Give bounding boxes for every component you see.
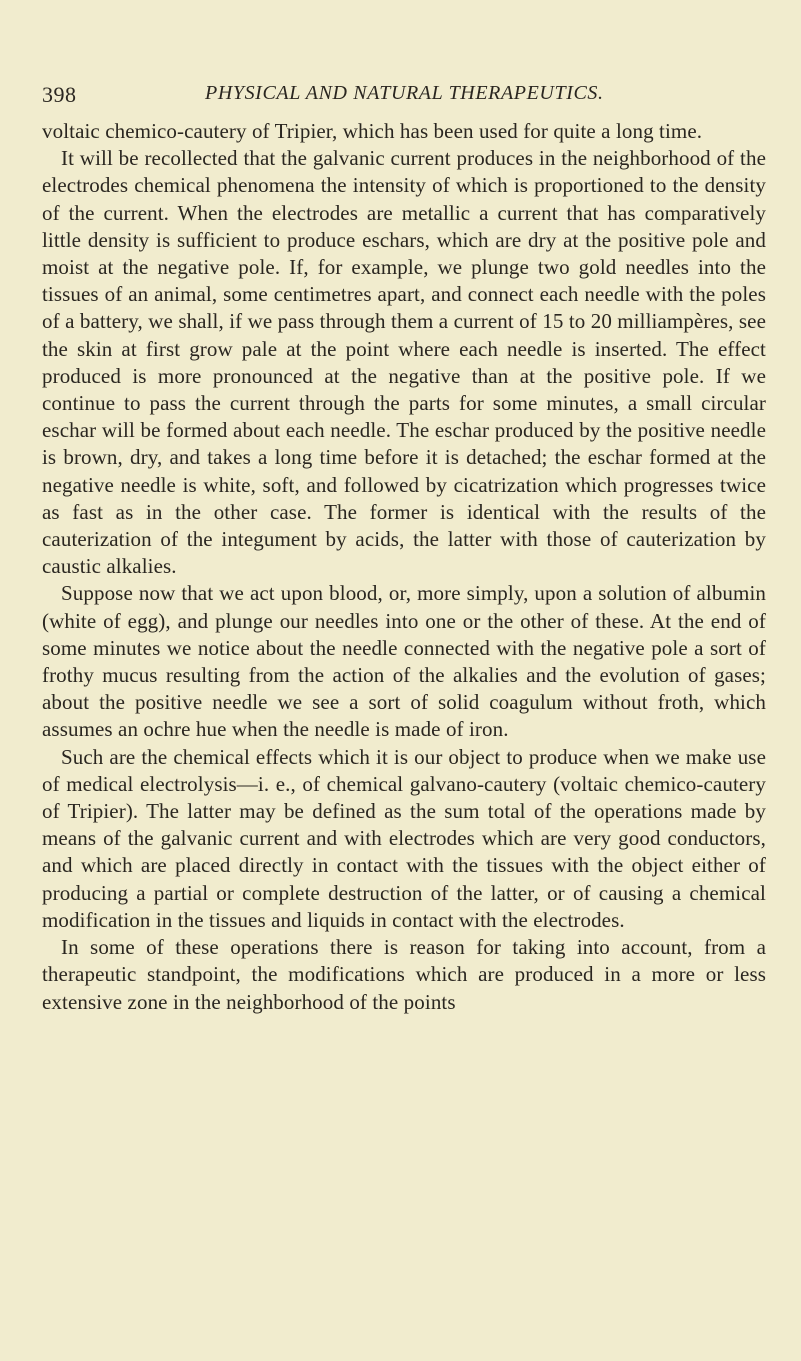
paragraph: Such are the chemical effects which it is our object to produce when we make use of medical electrolysis—i. e., of chemical galvano-cautery (voltaic chemico-cautery of Tripier). The latter may be defined as the sum total of the operations made by means of the galvanic current and with electrodes which are very good conductors, and which are placed directly in contact with the tissues with the object either of producing a partial or complete destruction of the latter, or of causing a chemical modification in the tissues and liquids in contact with the electrodes. [42, 744, 766, 932]
body-text [42, 118, 766, 1016]
paragraph: Suppose now that we act upon blood, or, more simply, upon a solution of albumin (white of egg), and plunge our needles into one or the other of these. At the end of some minutes we notice about the needle connected with the negative pole a sort of frothy mucus resulting from the action of the alkalies and the evolution of gases; about the positive needle we see a sort of solid coagulum without froth, which assumes an ochre hue when the needle is made of iron. [42, 581, 766, 742]
page-header [40, 82, 760, 112]
running-head: PHYSICAL AND NATURAL THERAPEUTICS. [205, 82, 604, 104]
paragraph-continuation: voltaic chemico-cautery of Tripier, which has been used for quite a long time. [42, 119, 703, 143]
page-number: 398 [42, 82, 77, 107]
paragraph: In some of these operations there is reason for taking into account, from a therapeutic standpoint, the modifications which are produced in a more or less extensive zone in the neighborhood of the points [42, 935, 766, 1014]
paragraph: It will be recollected that the galvanic current produces in the neighborhood of the electrodes chemical phenomena the intensity of which is proportioned to the density of the current. When the electrodes are metallic a current that has comparatively little density is sufficient to produce eschars, which are dry at the positive pole and moist at the negative pole. If, for example, we plunge two gold needles into the tissues of an animal, some centimetres apart, and connect each needle with the poles of a battery, we shall, if we pass through them a current of 15 to 20 milliampères, see the skin at first grow pale at the point where each needle is inserted. The effect produced is more pronounced at the negative than at the positive pole. If we continue to pass the current through the parts for some minutes, a small circular eschar will be formed about each needle. The eschar produced by the positive needle is brown, dry, and takes a long time before it is detached; the eschar formed at the negative needle is white, soft, and followed by cicatrization which progresses twice as fast as in the other case. The former is identical with the results of the cauterization of the integument by acids, the latter with those of cauterization by caustic alkalies. [42, 146, 766, 579]
